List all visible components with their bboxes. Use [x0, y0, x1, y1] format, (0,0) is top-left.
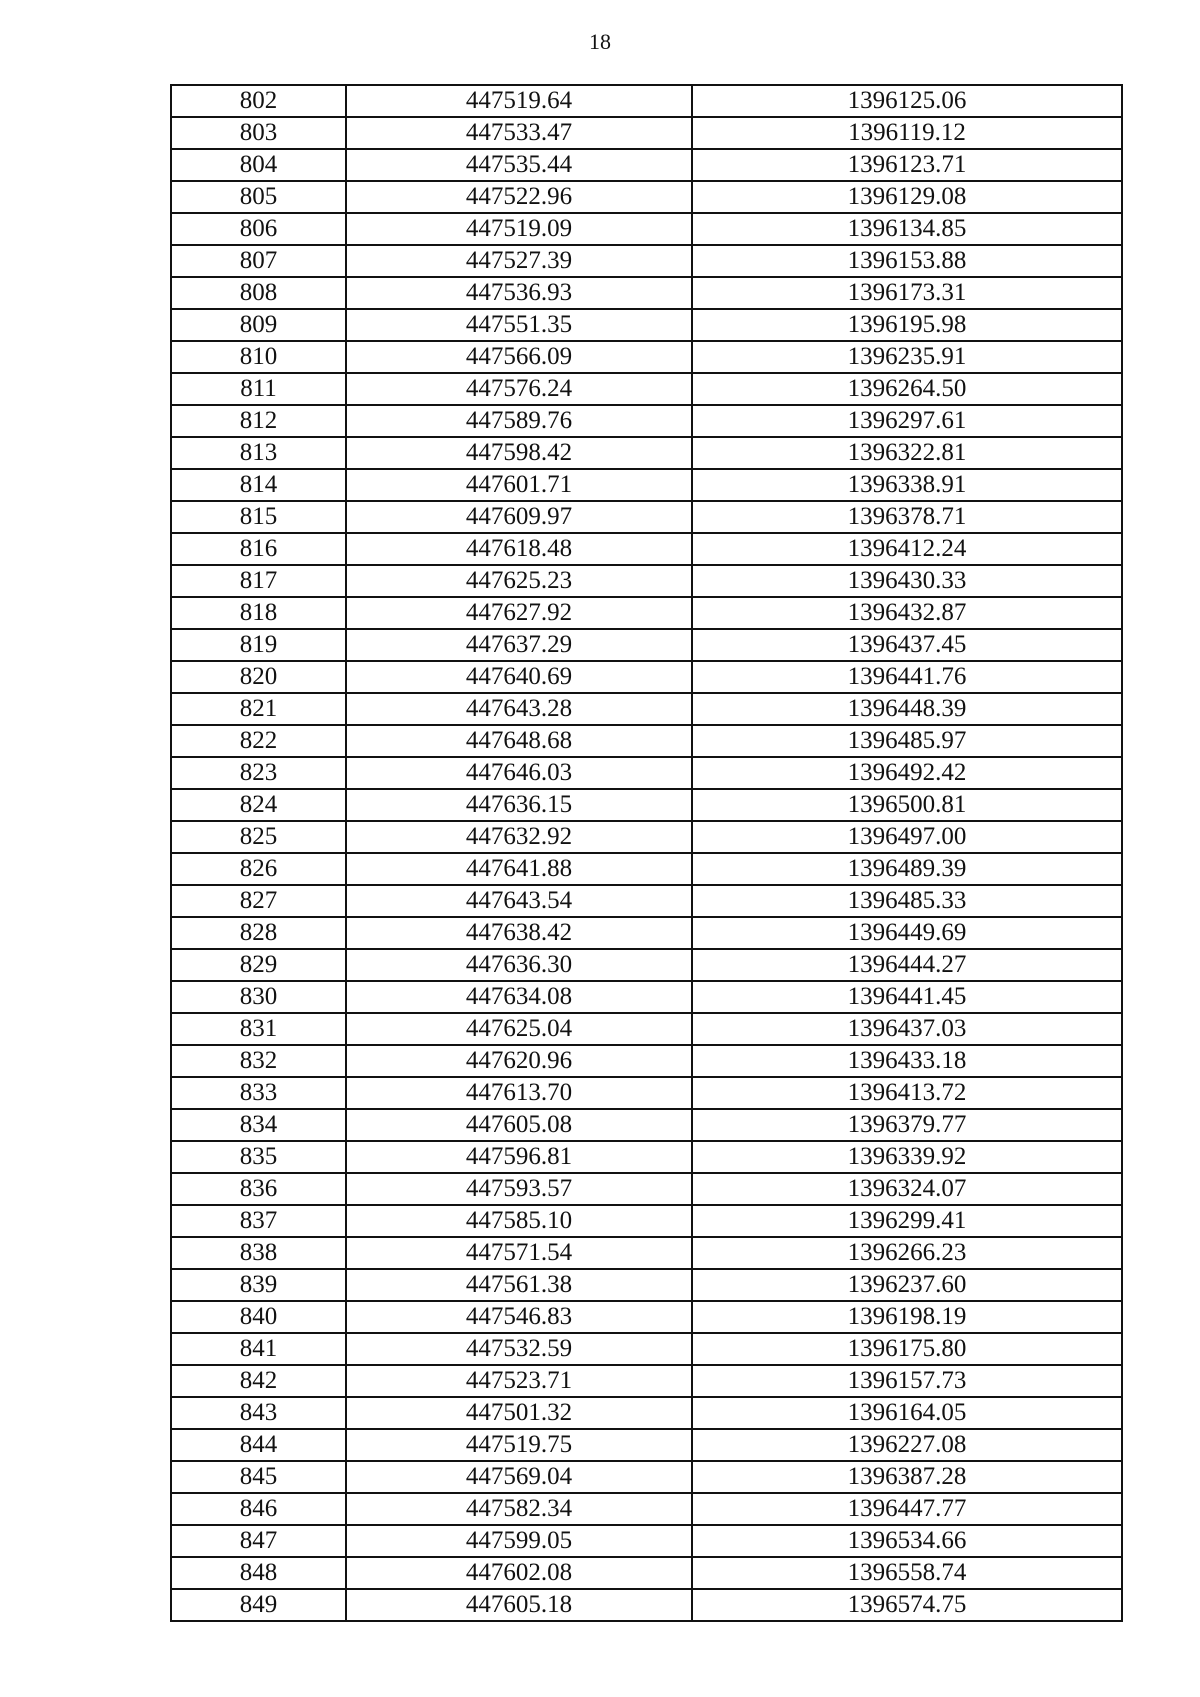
x-coordinate-cell: 447519.09: [346, 213, 692, 245]
point-number-cell: 825: [171, 821, 346, 853]
table-row: [171, 693, 1122, 725]
point-number-cell: 843: [171, 1397, 346, 1429]
y-coordinate-cell: 1396227.08: [692, 1429, 1122, 1461]
point-number-cell: 821: [171, 693, 346, 725]
point-number-cell: 827: [171, 885, 346, 917]
point-number-cell: 838: [171, 1237, 346, 1269]
point-number-cell: 844: [171, 1429, 346, 1461]
y-coordinate-cell: 1396198.19: [692, 1301, 1122, 1333]
x-coordinate-cell: 447638.42: [346, 917, 692, 949]
x-coordinate-cell: 447569.04: [346, 1461, 692, 1493]
y-coordinate-cell: 1396437.45: [692, 629, 1122, 661]
x-coordinate-cell: 447527.39: [346, 245, 692, 277]
point-number-cell: 847: [171, 1525, 346, 1557]
y-coordinate-cell: 1396485.97: [692, 725, 1122, 757]
y-coordinate-cell: 1396195.98: [692, 309, 1122, 341]
table-row: [171, 1205, 1122, 1237]
x-coordinate-cell: 447561.38: [346, 1269, 692, 1301]
y-coordinate-cell: 1396153.88: [692, 245, 1122, 277]
x-coordinate-cell: 447576.24: [346, 373, 692, 405]
point-number-cell: 815: [171, 501, 346, 533]
point-number-cell: 804: [171, 149, 346, 181]
y-coordinate-cell: 1396324.07: [692, 1173, 1122, 1205]
table-row: [171, 1301, 1122, 1333]
x-coordinate-cell: 447582.34: [346, 1493, 692, 1525]
y-coordinate-cell: 1396574.75: [692, 1589, 1122, 1621]
y-coordinate-cell: 1396237.60: [692, 1269, 1122, 1301]
table-row: [171, 277, 1122, 309]
x-coordinate-cell: 447625.23: [346, 565, 692, 597]
point-number-cell: 808: [171, 277, 346, 309]
point-number-cell: 846: [171, 1493, 346, 1525]
point-number-cell: 849: [171, 1589, 346, 1621]
table-row: [171, 1237, 1122, 1269]
y-coordinate-cell: 1396432.87: [692, 597, 1122, 629]
x-coordinate-cell: 447551.35: [346, 309, 692, 341]
table-row: [171, 629, 1122, 661]
y-coordinate-cell: 1396157.73: [692, 1365, 1122, 1397]
x-coordinate-cell: 447519.75: [346, 1429, 692, 1461]
table-row: [171, 917, 1122, 949]
x-coordinate-cell: 447641.88: [346, 853, 692, 885]
table-row: [171, 341, 1122, 373]
y-coordinate-cell: 1396447.77: [692, 1493, 1122, 1525]
y-coordinate-cell: 1396500.81: [692, 789, 1122, 821]
point-number-cell: 806: [171, 213, 346, 245]
y-coordinate-cell: 1396299.41: [692, 1205, 1122, 1237]
y-coordinate-cell: 1396489.39: [692, 853, 1122, 885]
x-coordinate-cell: 447648.68: [346, 725, 692, 757]
table-row: [171, 1173, 1122, 1205]
table-row: [171, 373, 1122, 405]
y-coordinate-cell: 1396175.80: [692, 1333, 1122, 1365]
y-coordinate-cell: 1396497.00: [692, 821, 1122, 853]
x-coordinate-cell: 447637.29: [346, 629, 692, 661]
table-row: [171, 1429, 1122, 1461]
y-coordinate-cell: 1396412.24: [692, 533, 1122, 565]
x-coordinate-cell: 447546.83: [346, 1301, 692, 1333]
table-row: [171, 437, 1122, 469]
y-coordinate-cell: 1396235.91: [692, 341, 1122, 373]
x-coordinate-cell: 447585.10: [346, 1205, 692, 1237]
point-number-cell: 840: [171, 1301, 346, 1333]
point-number-cell: 814: [171, 469, 346, 501]
point-number-cell: 842: [171, 1365, 346, 1397]
y-coordinate-cell: 1396264.50: [692, 373, 1122, 405]
point-number-cell: 837: [171, 1205, 346, 1237]
y-coordinate-cell: 1396338.91: [692, 469, 1122, 501]
x-coordinate-cell: 447601.71: [346, 469, 692, 501]
coordinates-table-body: [171, 85, 1122, 1621]
point-number-cell: 802: [171, 85, 346, 117]
table-row: [171, 949, 1122, 981]
table-row: [171, 149, 1122, 181]
point-number-cell: 823: [171, 757, 346, 789]
x-coordinate-cell: 447609.97: [346, 501, 692, 533]
y-coordinate-cell: 1396430.33: [692, 565, 1122, 597]
x-coordinate-cell: 447571.54: [346, 1237, 692, 1269]
table-row: [171, 1589, 1122, 1621]
x-coordinate-cell: 447596.81: [346, 1141, 692, 1173]
point-number-cell: 812: [171, 405, 346, 437]
y-coordinate-cell: 1396437.03: [692, 1013, 1122, 1045]
x-coordinate-cell: 447522.96: [346, 181, 692, 213]
x-coordinate-cell: 447605.18: [346, 1589, 692, 1621]
x-coordinate-cell: 447627.92: [346, 597, 692, 629]
table-row: [171, 245, 1122, 277]
y-coordinate-cell: 1396339.92: [692, 1141, 1122, 1173]
table-row: [171, 1493, 1122, 1525]
point-number-cell: 829: [171, 949, 346, 981]
table-row: [171, 789, 1122, 821]
y-coordinate-cell: 1396387.28: [692, 1461, 1122, 1493]
table-row: [171, 1045, 1122, 1077]
table-row: [171, 1013, 1122, 1045]
table-row: [171, 821, 1122, 853]
point-number-cell: 832: [171, 1045, 346, 1077]
table-row: [171, 661, 1122, 693]
table-row: [171, 885, 1122, 917]
table-row: [171, 1077, 1122, 1109]
point-number-cell: 834: [171, 1109, 346, 1141]
point-number-cell: 818: [171, 597, 346, 629]
point-number-cell: 826: [171, 853, 346, 885]
point-number-cell: 803: [171, 117, 346, 149]
table-row: [171, 1557, 1122, 1589]
point-number-cell: 841: [171, 1333, 346, 1365]
y-coordinate-cell: 1396441.76: [692, 661, 1122, 693]
x-coordinate-cell: 447589.76: [346, 405, 692, 437]
y-coordinate-cell: 1396448.39: [692, 693, 1122, 725]
point-number-cell: 831: [171, 1013, 346, 1045]
x-coordinate-cell: 447593.57: [346, 1173, 692, 1205]
y-coordinate-cell: 1396413.72: [692, 1077, 1122, 1109]
table-row: [171, 85, 1122, 117]
y-coordinate-cell: 1396378.71: [692, 501, 1122, 533]
y-coordinate-cell: 1396441.45: [692, 981, 1122, 1013]
table-row: [171, 1525, 1122, 1557]
x-coordinate-cell: 447625.04: [346, 1013, 692, 1045]
point-number-cell: 822: [171, 725, 346, 757]
point-number-cell: 816: [171, 533, 346, 565]
y-coordinate-cell: 1396123.71: [692, 149, 1122, 181]
table-row: [171, 469, 1122, 501]
y-coordinate-cell: 1396173.31: [692, 277, 1122, 309]
x-coordinate-cell: 447636.15: [346, 789, 692, 821]
table-row: [171, 213, 1122, 245]
table-row: [171, 565, 1122, 597]
x-coordinate-cell: 447613.70: [346, 1077, 692, 1109]
x-coordinate-cell: 447634.08: [346, 981, 692, 1013]
y-coordinate-cell: 1396444.27: [692, 949, 1122, 981]
point-number-cell: 811: [171, 373, 346, 405]
y-coordinate-cell: 1396164.05: [692, 1397, 1122, 1429]
table-row: [171, 181, 1122, 213]
point-number-cell: 835: [171, 1141, 346, 1173]
x-coordinate-cell: 447533.47: [346, 117, 692, 149]
table-row: [171, 1461, 1122, 1493]
page-number: 18: [589, 29, 611, 54]
table-row: [171, 117, 1122, 149]
x-coordinate-cell: 447566.09: [346, 341, 692, 373]
x-coordinate-cell: 447602.08: [346, 1557, 692, 1589]
table-row: [171, 1269, 1122, 1301]
point-number-cell: 830: [171, 981, 346, 1013]
y-coordinate-cell: 1396322.81: [692, 437, 1122, 469]
x-coordinate-cell: 447523.71: [346, 1365, 692, 1397]
y-coordinate-cell: 1396449.69: [692, 917, 1122, 949]
point-number-cell: 839: [171, 1269, 346, 1301]
x-coordinate-cell: 447646.03: [346, 757, 692, 789]
x-coordinate-cell: 447501.32: [346, 1397, 692, 1429]
coordinates-table: [170, 84, 1123, 1622]
table-row: [171, 309, 1122, 341]
y-coordinate-cell: 1396492.42: [692, 757, 1122, 789]
y-coordinate-cell: 1396134.85: [692, 213, 1122, 245]
y-coordinate-cell: 1396379.77: [692, 1109, 1122, 1141]
x-coordinate-cell: 447599.05: [346, 1525, 692, 1557]
y-coordinate-cell: 1396266.23: [692, 1237, 1122, 1269]
point-number-cell: 819: [171, 629, 346, 661]
point-number-cell: 807: [171, 245, 346, 277]
y-coordinate-cell: 1396433.18: [692, 1045, 1122, 1077]
table-row: [171, 1333, 1122, 1365]
x-coordinate-cell: 447620.96: [346, 1045, 692, 1077]
table-row: [171, 533, 1122, 565]
point-number-cell: 845: [171, 1461, 346, 1493]
table-row: [171, 1397, 1122, 1429]
x-coordinate-cell: 447640.69: [346, 661, 692, 693]
y-coordinate-cell: 1396558.74: [692, 1557, 1122, 1589]
point-number-cell: 809: [171, 309, 346, 341]
x-coordinate-cell: 447536.93: [346, 277, 692, 309]
table-row: [171, 1365, 1122, 1397]
x-coordinate-cell: 447618.48: [346, 533, 692, 565]
x-coordinate-cell: 447632.92: [346, 821, 692, 853]
point-number-cell: 836: [171, 1173, 346, 1205]
x-coordinate-cell: 447636.30: [346, 949, 692, 981]
x-coordinate-cell: 447643.54: [346, 885, 692, 917]
point-number-cell: 813: [171, 437, 346, 469]
y-coordinate-cell: 1396534.66: [692, 1525, 1122, 1557]
table-row: [171, 981, 1122, 1013]
x-coordinate-cell: 447535.44: [346, 149, 692, 181]
x-coordinate-cell: 447519.64: [346, 85, 692, 117]
table-row: [171, 1109, 1122, 1141]
point-number-cell: 820: [171, 661, 346, 693]
table-row: [171, 597, 1122, 629]
x-coordinate-cell: 447598.42: [346, 437, 692, 469]
y-coordinate-cell: 1396119.12: [692, 117, 1122, 149]
y-coordinate-cell: 1396297.61: [692, 405, 1122, 437]
table-row: [171, 853, 1122, 885]
point-number-cell: 848: [171, 1557, 346, 1589]
x-coordinate-cell: 447605.08: [346, 1109, 692, 1141]
table-row: [171, 725, 1122, 757]
x-coordinate-cell: 447643.28: [346, 693, 692, 725]
point-number-cell: 833: [171, 1077, 346, 1109]
x-coordinate-cell: 447532.59: [346, 1333, 692, 1365]
table-row: [171, 1141, 1122, 1173]
table-row: [171, 405, 1122, 437]
point-number-cell: 805: [171, 181, 346, 213]
table-row: [171, 757, 1122, 789]
point-number-cell: 828: [171, 917, 346, 949]
y-coordinate-cell: 1396125.06: [692, 85, 1122, 117]
table-row: [171, 501, 1122, 533]
y-coordinate-cell: 1396485.33: [692, 885, 1122, 917]
point-number-cell: 824: [171, 789, 346, 821]
point-number-cell: 810: [171, 341, 346, 373]
y-coordinate-cell: 1396129.08: [692, 181, 1122, 213]
point-number-cell: 817: [171, 565, 346, 597]
